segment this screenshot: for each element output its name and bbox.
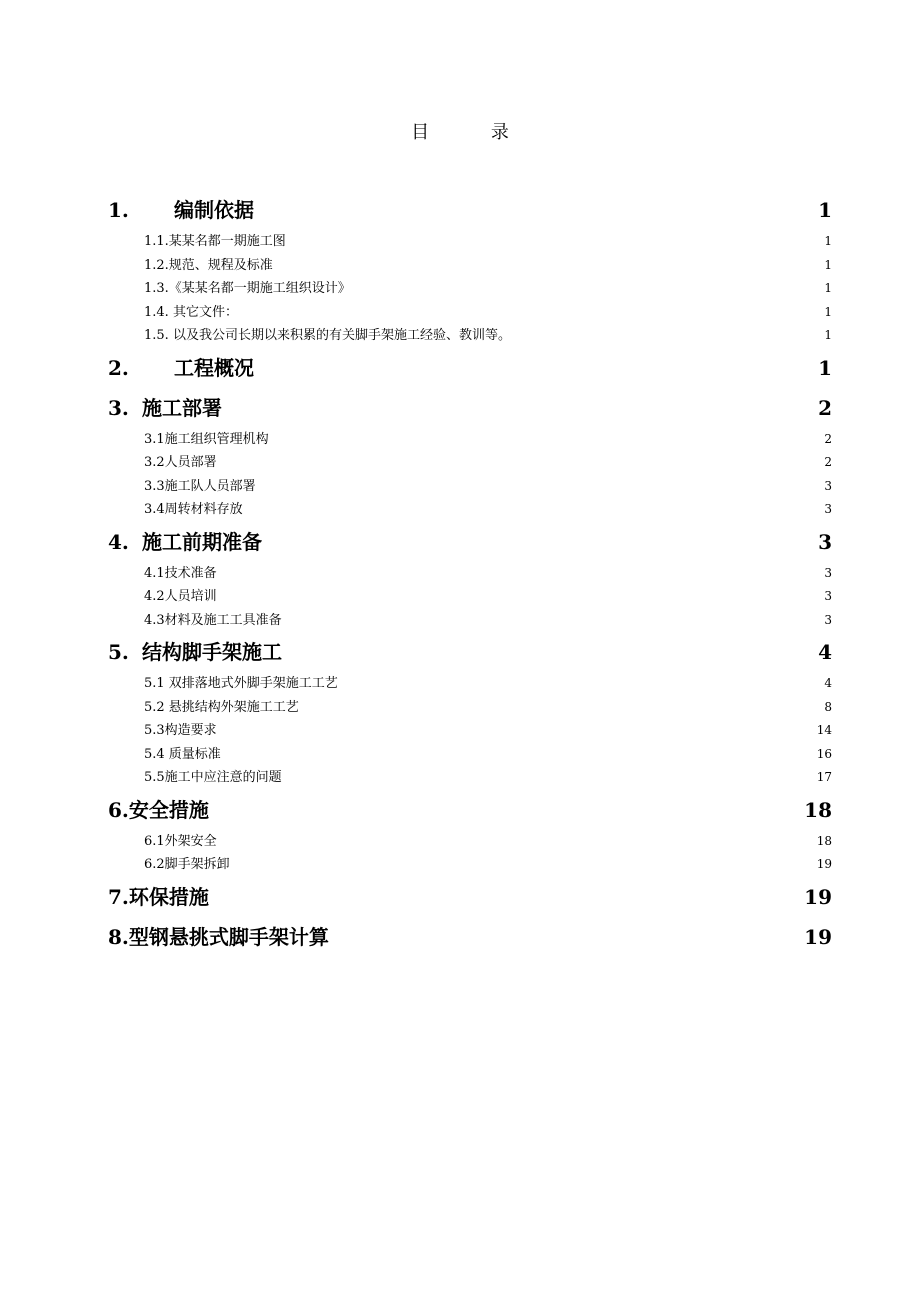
toc-page-number: 1: [818, 198, 832, 222]
toc-entry-5-3[interactable]: [108, 719, 832, 743]
toc-label: 环保措施: [128, 884, 209, 909]
toc-entry-6-1[interactable]: [108, 830, 832, 854]
toc-label: 1.2.规范、规程及标准: [144, 257, 273, 273]
toc-page-number: 4: [818, 640, 832, 664]
toc-label: 3.3施工队人员部署: [144, 478, 256, 494]
toc-label: 6.1外架安全: [144, 833, 217, 849]
toc-label: 5.2 悬挑结构外架施工工艺: [144, 699, 299, 715]
toc-label: 5.4 质量标准: [144, 746, 221, 762]
toc-entry-2[interactable]: [108, 348, 832, 388]
toc-entry-7[interactable]: [108, 877, 832, 917]
toc-entry-6[interactable]: [108, 790, 832, 830]
toc-page-number: 17: [816, 770, 832, 784]
toc-label: 1.1.某某名都一期施工图: [144, 234, 286, 249]
toc-label: 4.2人员培训: [144, 589, 217, 604]
toc-number: 7.: [108, 884, 129, 909]
toc-page-number: 4: [824, 676, 832, 690]
toc-entry-3-1[interactable]: [108, 428, 832, 452]
table-of-contents: [108, 190, 832, 957]
toc-label: 4.1技术准备: [144, 565, 217, 581]
toc-page-number: 1: [818, 355, 832, 380]
toc-page-number: 18: [804, 797, 832, 822]
toc-label: 5.5施工中应注意的问题: [144, 770, 282, 785]
toc-label: 5.3构造要求: [144, 723, 217, 738]
toc-label: 型钢悬挑式脚手架计算: [128, 924, 329, 949]
toc-entry-3-3[interactable]: [108, 475, 832, 499]
toc-number: 6.: [108, 797, 129, 822]
toc-page-number: 3: [824, 478, 832, 493]
toc-page-number: 16: [816, 746, 832, 761]
toc-entry-1-1[interactable]: [108, 230, 832, 254]
toc-label: 1.3.《某某名都一期施工组织设计》: [144, 281, 351, 296]
toc-label: 3.1施工组织管理机构: [144, 431, 269, 447]
toc-label: 编制依据: [174, 198, 254, 222]
toc-entry-4-1[interactable]: [108, 562, 832, 586]
toc-number: 2.: [108, 355, 129, 380]
toc-number: 4.: [108, 529, 129, 554]
toc-page-number: 1: [824, 234, 832, 248]
toc-entry-1-3[interactable]: [108, 277, 832, 301]
toc-entry-3[interactable]: [108, 388, 832, 428]
toc-label: 施工部署: [142, 395, 222, 420]
toc-entry-3-4[interactable]: [108, 498, 832, 522]
toc-page-number: 1: [824, 257, 832, 272]
toc-entry-1[interactable]: [108, 190, 832, 230]
toc-page-number: 2: [824, 431, 832, 446]
toc-page-number: 19: [804, 924, 832, 949]
toc-page-number: 2: [824, 455, 832, 469]
toc-entry-5-5[interactable]: [108, 766, 832, 790]
toc-title: 目 录: [411, 122, 537, 143]
toc-label: 5.1 双排落地式外脚手架施工工艺: [144, 676, 338, 691]
toc-entry-1-2[interactable]: [108, 254, 832, 278]
toc-label: 施工前期准备: [142, 529, 262, 554]
toc-page-number: 2: [818, 395, 832, 420]
toc-page-number: 8: [824, 699, 832, 714]
toc-entry-3-2[interactable]: [108, 451, 832, 475]
toc-page-number: 3: [818, 529, 832, 554]
toc-page-number: 19: [804, 884, 832, 909]
toc-page-number: 3: [824, 565, 832, 580]
toc-label: 3.2人员部署: [144, 455, 217, 470]
toc-page-number: 1: [824, 304, 832, 319]
toc-entry-1-5[interactable]: [108, 324, 832, 348]
toc-number: 5.: [108, 640, 129, 664]
toc-page-number: 3: [824, 589, 832, 603]
toc-page-number: 3: [824, 612, 832, 627]
toc-number: 1.: [108, 198, 129, 222]
toc-label: 结构脚手架施工: [142, 640, 282, 664]
toc-entry-4-3[interactable]: [108, 609, 832, 633]
toc-page-number: 3: [824, 502, 832, 516]
toc-page-number: 18: [816, 833, 832, 848]
toc-entry-4[interactable]: [108, 522, 832, 562]
toc-label: 6.2脚手架拆卸: [144, 857, 230, 872]
toc-number: 3.: [108, 395, 129, 420]
toc-label: 安全措施: [128, 797, 209, 822]
toc-page-number: 1: [824, 328, 832, 342]
toc-label: 3.4周转材料存放: [144, 502, 243, 517]
toc-page-number: 14: [816, 723, 832, 737]
toc-entry-6-2[interactable]: [108, 853, 832, 877]
toc-label: 1.5. 以及我公司长期以来积累的有关脚手架施工经验、教训等。: [144, 328, 511, 343]
toc-entry-5-1[interactable]: [108, 672, 832, 696]
toc-page-number: 19: [816, 857, 832, 871]
toc-entry-5-2[interactable]: [108, 696, 832, 720]
toc-entry-5[interactable]: [108, 632, 832, 672]
toc-entry-8[interactable]: [108, 917, 832, 957]
toc-entry-4-2[interactable]: [108, 585, 832, 609]
toc-number: 8.: [108, 924, 129, 949]
toc-entry-1-4[interactable]: [108, 301, 832, 325]
toc-entry-5-4[interactable]: [108, 743, 832, 767]
toc-label: 1.4. 其它文件：: [144, 304, 238, 320]
toc-label: 工程概况: [174, 355, 254, 380]
toc-label: 4.3材料及施工工具准备: [144, 612, 282, 628]
toc-page-number: 1: [824, 281, 832, 295]
